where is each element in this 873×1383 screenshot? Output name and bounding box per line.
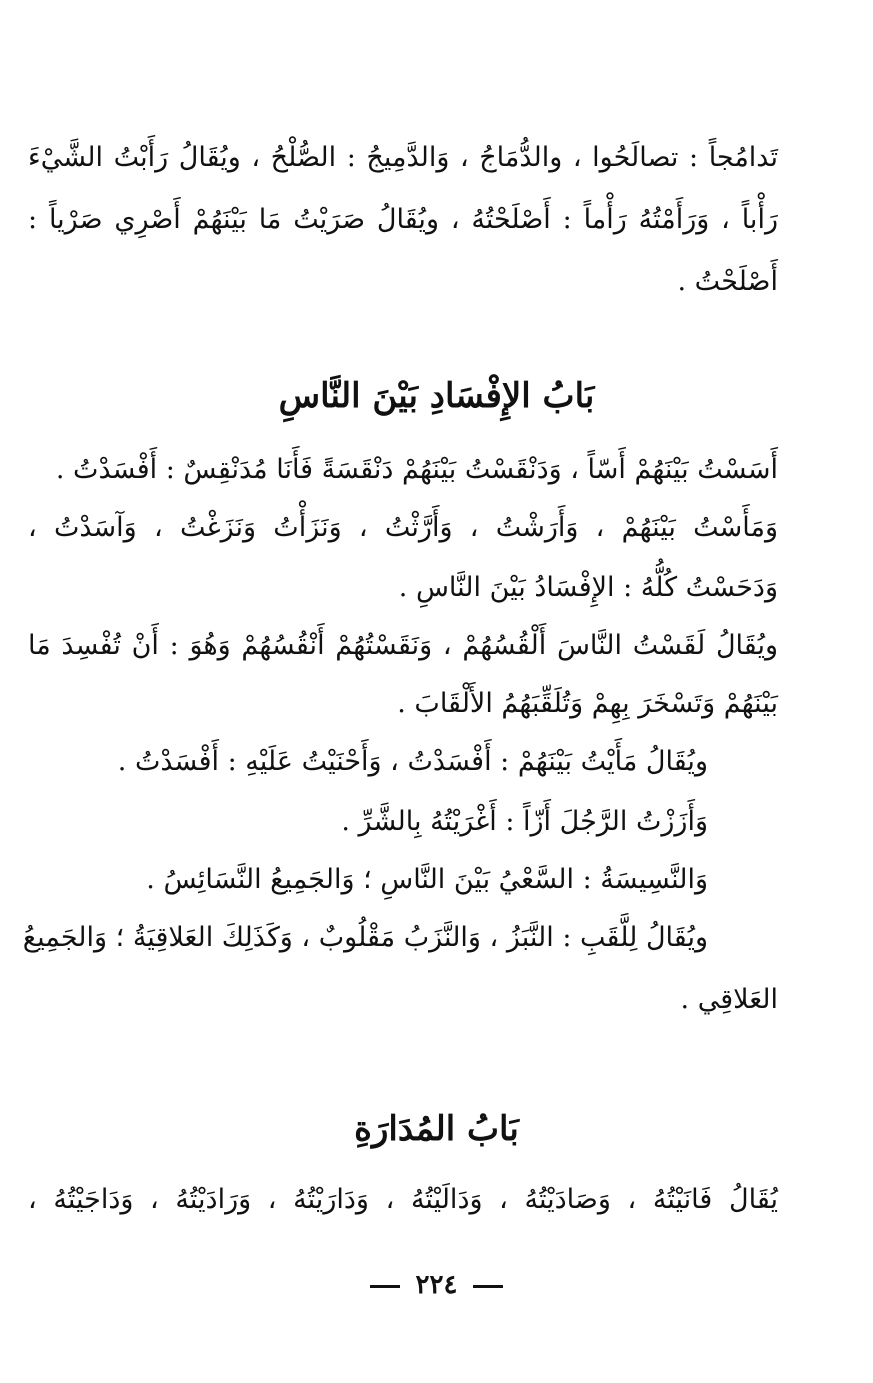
text-line: العَلاقِي . [680, 984, 778, 1015]
text-line: ويُقَالُ لِلَّقَبِ : النَّبَزُ ، وَالنَّزَبُ مَقْلُوبٌ ، وَكَذَلِكَ العَلاقِيَةُ ؛ وَالجَمِيعُ [22, 922, 708, 953]
dash-left [370, 1285, 400, 1288]
text-line: أَسَسْتُ بَيْنَهُمْ أَسّاً ، وَدَنْقَسْتُ بَيْنَهُمْ دَنْقَسَةً فَأَنَا مُدَنْقِسٌ : أَفْسَدْتُ . [55, 454, 778, 485]
page-number-value: ٢٢٤ [415, 1270, 458, 1300]
section-heading: بَابُ المُدَارَةِ [354, 1109, 519, 1149]
text-line: أَصْلَحْتُ . [677, 266, 778, 297]
text-line: ويُقَالُ مَأَيْتُ بَيْنَهُمْ : أَفْسَدْتُ ، وَأَحْنَيْتُ عَلَيْهِ : أَفْسَدْتُ . [117, 746, 708, 777]
text-line: وَالنَّسِيسَةُ : السَّعْيُ بَيْنَ النَّاسِ ؛ وَالجَمِيعُ النَّسَائِسُ . [146, 864, 708, 895]
text-line: تَدامُجاً : تصالَحُوا ، والدُّمَاجُ ، وَالدَّمِيجُ : الصُّلْحُ ، ويُقَالُ رَأَبْتُ الشَّيْءَ [28, 142, 778, 173]
text-line: وَأَزَزْتُ الرَّجُلَ أَزّاً : أَغْرَيْتُهُ بِالشَّرِّ . [341, 806, 708, 837]
text-line: ويُقَالُ لَقَسْتُ النَّاسَ أَلْقُسُهُمْ ، وَنَقَسْتُهُمْ أَنْقُسُهُمْ وَهُوَ : أَنْ تُفْسِدَ مَا [28, 630, 778, 661]
section-heading: بَابُ الإِفْسَادِ بَيْنَ النَّاسِ [278, 376, 595, 416]
text-line: وَدَحَسْتُ كُلُّهُ : الإِفْسَادُ بَيْنَ النَّاسِ . [398, 572, 778, 603]
page-number [0, 1270, 873, 1300]
text-line: بَيْنَهُمْ وَتَسْخَرَ بِهِمْ وَتُلَقِّبَهُمُ الأَلْقَابَ . [397, 688, 778, 719]
text-line: يُقَالُ فَانَيْتُهُ ، وَصَادَيْتُهُ ، وَدَالَيْتُهُ ، وَدَارَيْتُهُ ، وَرَادَيْتُهُ ، وَدَاجَيْتُهُ ، [28, 1184, 778, 1215]
dash-right [473, 1285, 503, 1288]
text-line: وَمَأَسْتُ بَيْنَهُمْ ، وَأَرَشْتُ ، وَأَرَّثْتُ ، وَنَزَأْتُ وَنَزَغْتُ ، وَآسَدْتُ ، [28, 512, 778, 543]
text-line: رَأْباً ، وَرَأَمْتُهُ رَأْماً : أَصْلَحْتُهُ ، ويُقَالُ صَرَيْتُ مَا بَيْنَهُمْ أَصْرِي صَرْياً : [28, 204, 778, 235]
